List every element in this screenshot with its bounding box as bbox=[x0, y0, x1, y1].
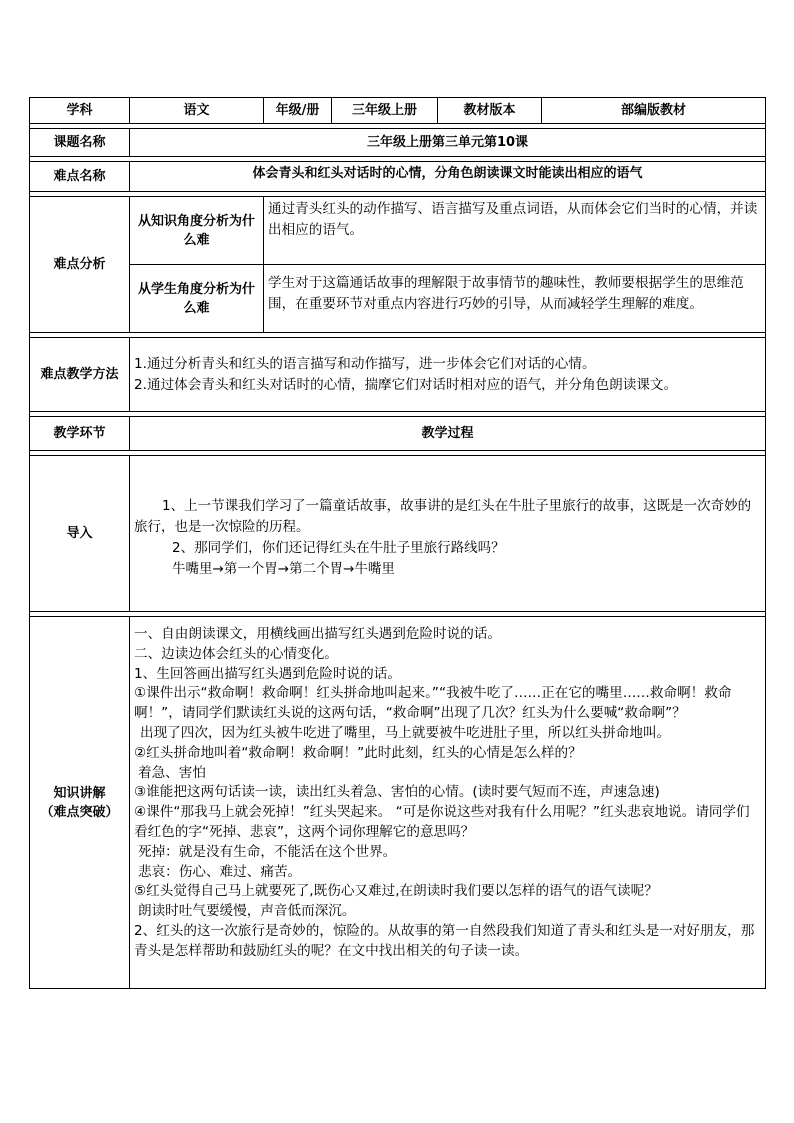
intro-line: 1、上一节课我们学习了一篇童话故事，故事讲的是红头在牛肚子里旅行的故事，这既是一次奇妙的旅行，也是一次惊险的历程。 bbox=[134, 498, 752, 535]
grade-label: 年级/册 bbox=[264, 98, 332, 124]
method-line: 1.通过分析青头和红头的语言描写和动作描写，进一步体会它们对话的心情。 bbox=[134, 355, 596, 372]
lesson-row bbox=[30, 129, 766, 157]
knowledge-line: 朗读时吐气要缓慢，声音低而深沉。 bbox=[138, 903, 356, 920]
difficulty-label: 难点名称 bbox=[30, 162, 130, 192]
knowledge-line: 一、自由朗读课文，用横线画出描写红头遇到危险时说的话。 bbox=[134, 626, 502, 642]
knowledge-line: 二、边读边体会红头的心情变化。 bbox=[134, 645, 338, 662]
analysis-knowledge-row bbox=[30, 197, 766, 265]
subject-value: 语文 bbox=[130, 98, 264, 124]
knowledge-line: ④课件“那我马上就会死掉！”红头哭起来。 “可是你说这些对我有什么用呢？”红头悲哀地说。请同学们看红色的字“死掉、悲哀”，这两个词你理解它的意思吗？ bbox=[134, 804, 750, 840]
method-text bbox=[130, 338, 766, 412]
knowledge-line: ⑤红头觉得自己马上就要死了,既伤心又难过,在朗读时我们要以怎样的语气的语气读呢？ bbox=[134, 883, 658, 900]
intro-text bbox=[130, 456, 766, 612]
knowledge-label bbox=[30, 617, 130, 989]
method-row bbox=[30, 338, 766, 412]
knowledge-line: 2、红头的这一次旅行是奇妙的，惊险的。从故事的第一自然段我们知道了青头和红头是一对好朋友，那青头是怎样帮助和鼓励红头的呢？在文中找出相关的句子读一读。 bbox=[134, 922, 755, 959]
analysis-student-text: 学生对于这篇通话故事的理解限于故事情节的趣味性，教师要根据学生的思维范围，在重要环节对重点内容进行巧妙的引导，从而减轻学生理解的难度。 bbox=[264, 265, 766, 333]
knowledge-line: ③谁能把这两句话读一读，读出红头着急、害怕的心情。(读时要气短而不连，声速急速) bbox=[134, 784, 660, 801]
difficulty-value: 体会青头和红头对话时的心情，分角色朗读课文时能读出相应的语气 bbox=[130, 162, 766, 192]
knowledge-line: ①课件出示“救命啊！救命啊！红头拼命地叫起来。”“我被牛吃了……正在它的嘴里……救命啊！救命啊！”，请同学们默读红头说的这两句话，“救命啊”出现了几次？红头为什么要喊“救命啊”？ bbox=[134, 685, 732, 722]
grade-value: 三年级上册 bbox=[332, 98, 438, 124]
analysis-student-label: 从学生角度分析为什么难 bbox=[130, 265, 264, 333]
knowledge-line: ②红头拼命地叫着“救命啊！救命啊！”此时此刻，红头的心情是怎么样的？ bbox=[134, 744, 582, 761]
analysis-knowledge-text: 通过青头红头的动作描写、语言描写及重点词语，从而体会它们当时的心情，并读出相应的语气。 bbox=[264, 197, 766, 265]
difficulty-row bbox=[30, 162, 766, 192]
knowledge-label-main: 知识讲解 bbox=[53, 785, 106, 801]
knowledge-text bbox=[130, 617, 766, 989]
intro-line: 牛嘴里→第一个胃→第二个胃→牛嘴里 bbox=[172, 561, 395, 577]
method-label: 难点教学方法 bbox=[30, 338, 130, 412]
edition-value: 部编版教材 bbox=[542, 98, 766, 124]
knowledge-line: 着急、害怕 bbox=[138, 764, 206, 781]
knowledge-line: 悲哀：伤心、难过、痛苦。 bbox=[138, 863, 302, 880]
knowledge-label-sub: （难点突破） bbox=[40, 804, 119, 820]
subject-label: 学科 bbox=[30, 98, 130, 124]
knowledge-line: 出现了四次，因为红头被牛吃进了嘴里，马上就要被牛吃进肚子里，所以红头拼命地叫。 bbox=[140, 724, 671, 741]
knowledge-line: 1、生回答画出描写红头遇到危险时说的话。 bbox=[134, 665, 401, 682]
intro-line: 2、那同学们，你们还记得红头在牛肚子里旅行路线吗？ bbox=[172, 540, 505, 556]
knowledge-row bbox=[30, 617, 766, 989]
intro-row bbox=[30, 456, 766, 612]
method-line: 2.通过体会青头和红头对话时的心情，揣摩它们对话时相对应的语气，并分角色朗读课文。 bbox=[134, 376, 678, 393]
analysis-label: 难点分析 bbox=[30, 197, 130, 333]
analysis-knowledge-label: 从知识角度分析为什么难 bbox=[130, 197, 264, 265]
lesson-label: 课题名称 bbox=[30, 129, 130, 157]
lesson-plan-table bbox=[29, 97, 766, 989]
stage-label: 教学环节 bbox=[30, 417, 130, 451]
lesson-value: 三年级上册第三单元第10课 bbox=[130, 129, 766, 157]
knowledge-line: 死掉：就是没有生命，不能活在这个世界。 bbox=[138, 843, 397, 860]
process-label: 教学过程 bbox=[130, 417, 766, 451]
analysis-student-row bbox=[30, 265, 766, 333]
header-row bbox=[30, 98, 766, 124]
process-header-row bbox=[30, 417, 766, 451]
edition-label: 教材版本 bbox=[438, 98, 542, 124]
intro-label: 导入 bbox=[30, 456, 130, 612]
